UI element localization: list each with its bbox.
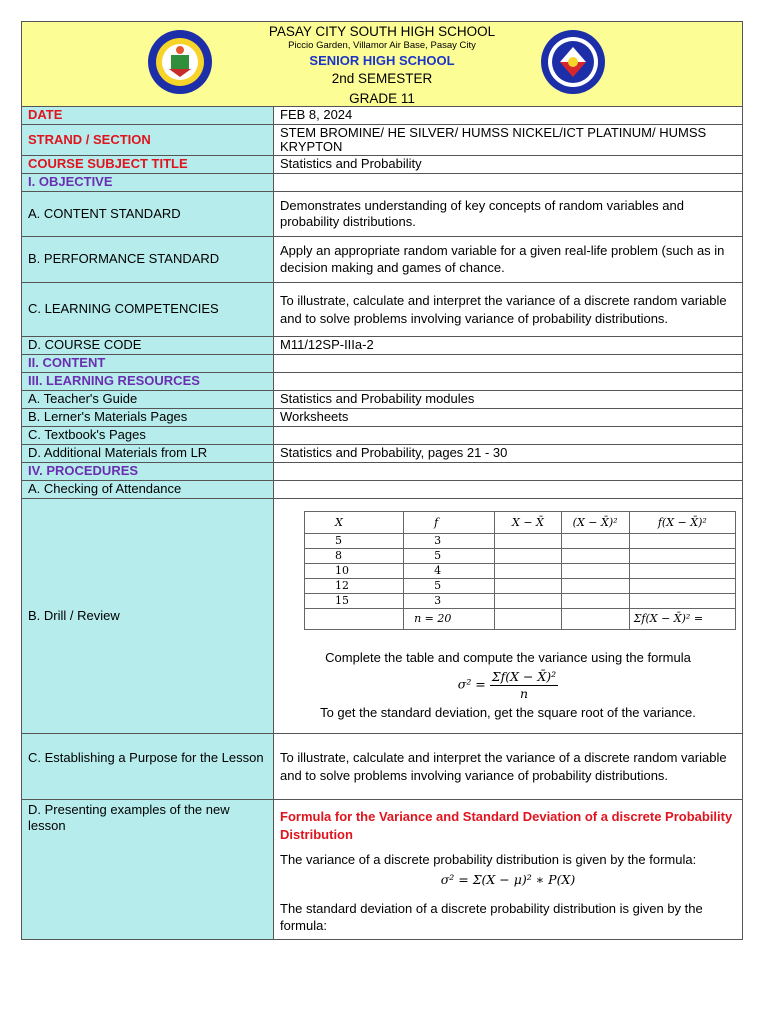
semester-label: 2nd SEMESTER xyxy=(331,71,433,86)
examples-heading: Formula for the Variance and Standard Deviation of a discrete Probability Distribution xyxy=(280,809,733,843)
row-objective xyxy=(22,174,743,192)
drill-cell-f: 4 xyxy=(404,563,495,578)
drill-row xyxy=(305,578,736,593)
procedures-label: IV. PROCEDURES xyxy=(22,463,274,481)
examples-label: D. Presenting examples of the new lesson xyxy=(22,800,274,940)
teachers-guide-value: Statistics and Probability modules xyxy=(274,391,743,409)
drill-header-weighted: f(X − X̄)² xyxy=(629,511,735,533)
lesson-plan-page xyxy=(21,21,743,940)
drill-cell-blank[interactable] xyxy=(561,563,629,578)
drill-cell-blank[interactable] xyxy=(495,533,561,548)
date-value: FEB 8, 2024 xyxy=(274,107,743,125)
drill-content xyxy=(274,499,743,734)
drill-sum-label: Σf(X − X̄)² = xyxy=(629,608,735,629)
competencies-label: C. LEARNING COMPETENCIES xyxy=(22,283,274,337)
drill-row xyxy=(305,533,736,548)
drill-cell-blank[interactable] xyxy=(495,548,561,563)
standard-deviation-note: To get the standard deviation, get the square root of the variance. xyxy=(320,705,696,721)
row-learners-materials xyxy=(22,409,743,427)
drill-instruction: Complete the table and compute the variance using the formula xyxy=(325,649,691,665)
performance-standard-value: Apply an appropriate random variable for a given real-life problem (such as in decision making and games of chance. xyxy=(274,237,743,283)
date-label: DATE xyxy=(22,107,274,125)
drill-cell-blank[interactable] xyxy=(629,533,735,548)
course-label: COURSE SUBJECT TITLE xyxy=(22,156,274,174)
drill-header-deviation: X − X̄ xyxy=(495,511,561,533)
drill-cell-x: 15 xyxy=(305,593,404,608)
row-examples xyxy=(22,800,743,940)
drill-header-squared: (X − X̄)² xyxy=(561,511,629,533)
row-attendance xyxy=(22,481,743,499)
purpose-value: To illustrate, calculate and interpret the variance of a discrete random variable and to solve problems involving variance of probability distributions. xyxy=(274,734,743,800)
content-value xyxy=(274,355,743,373)
drill-n-total: n = 20 xyxy=(404,608,495,629)
drill-row xyxy=(305,548,736,563)
variance-text: The variance of a discrete probability distribution is given by the formula: xyxy=(280,852,697,868)
drill-cell-blank xyxy=(561,608,629,629)
textbook-label: C. Textbook's Pages xyxy=(22,427,274,445)
examples-content xyxy=(274,800,743,940)
competencies-value: To illustrate, calculate and interpret the variance of a discrete random variable and to solve problems involving variance of probability distributions. xyxy=(274,283,743,337)
drill-cell-x: 5 xyxy=(305,533,404,548)
drill-row xyxy=(305,593,736,608)
drill-cell-blank[interactable] xyxy=(629,548,735,563)
drill-header-x: X xyxy=(305,511,404,533)
teachers-guide-label: A. Teacher's Guide xyxy=(22,391,274,409)
drill-cell-f: 3 xyxy=(404,593,495,608)
strand-label: STRAND / SECTION xyxy=(22,125,274,156)
learners-materials-label: B. Lerner's Materials Pages xyxy=(22,409,274,427)
drill-cell-blank[interactable] xyxy=(495,593,561,608)
additional-value: Statistics and Probability, pages 21 - 30 xyxy=(274,445,743,463)
drill-cell-blank[interactable] xyxy=(561,548,629,563)
drill-cell-blank[interactable] xyxy=(495,563,561,578)
standard-deviation-text: The standard deviation of a discrete probability distribution is given by the formula: xyxy=(280,901,703,934)
drill-cell-blank[interactable] xyxy=(561,533,629,548)
variance-formula-fraction xyxy=(490,669,558,701)
attendance-label: A. Checking of Attendance xyxy=(22,481,274,499)
performance-standard-label: B. PERFORMANCE STANDARD xyxy=(22,237,274,283)
drill-cell-blank xyxy=(305,608,404,629)
drill-cell-blank[interactable] xyxy=(495,578,561,593)
drill-cell-f: 5 xyxy=(404,548,495,563)
drill-cell-blank[interactable] xyxy=(629,593,735,608)
row-course-code xyxy=(22,337,743,355)
content-standard-label: A. CONTENT STANDARD xyxy=(22,192,274,237)
row-content-standard xyxy=(22,192,743,237)
row-strand xyxy=(22,125,743,156)
attendance-value xyxy=(274,481,743,499)
row-date xyxy=(22,107,743,125)
textbook-value xyxy=(274,427,743,445)
course-code-value: M11/12SP-IIIa-2 xyxy=(274,337,743,355)
drill-cell-blank xyxy=(495,608,561,629)
objective-value xyxy=(274,174,743,192)
drill-label: B. Drill / Review xyxy=(22,499,274,734)
drill-cell-blank[interactable] xyxy=(629,578,735,593)
drill-table xyxy=(304,511,736,630)
variance-formula xyxy=(280,669,736,701)
resources-value xyxy=(274,373,743,391)
procedures-value xyxy=(274,463,743,481)
resources-label: III. LEARNING RESOURCES xyxy=(22,373,274,391)
objective-label: I. OBJECTIVE xyxy=(22,174,274,192)
variance-formula-lhs: σ² = xyxy=(457,676,490,692)
purpose-label: C. Establishing a Purpose for the Lesson xyxy=(22,734,274,800)
row-additional xyxy=(22,445,743,463)
course-code-label: D. COURSE CODE xyxy=(22,337,274,355)
drill-cell-blank[interactable] xyxy=(629,563,735,578)
row-purpose xyxy=(22,734,743,800)
row-textbook xyxy=(22,427,743,445)
row-performance-standard xyxy=(22,237,743,283)
content-label: II. CONTENT xyxy=(22,355,274,373)
lesson-plan-table xyxy=(21,106,743,940)
drill-header-row xyxy=(305,511,736,533)
drill-cell-f: 3 xyxy=(404,533,495,548)
drill-cell-x: 8 xyxy=(305,548,404,563)
discrete-variance-formula: σ² = Σ(X − μ)² ∗ P(X) xyxy=(440,871,576,887)
content-standard-value: Demonstrates understanding of key concepts of random variables and probability distributions. xyxy=(274,192,743,237)
row-teachers-guide xyxy=(22,391,743,409)
course-value: Statistics and Probability xyxy=(274,156,743,174)
drill-cell-x: 10 xyxy=(305,563,404,578)
strand-value: STEM BROMINE/ HE SILVER/ HUMSS NICKEL/ICT PLATINUM/ HUMSS KRYPTON xyxy=(274,125,743,156)
drill-header-f: f xyxy=(404,511,495,533)
drill-cell-f: 5 xyxy=(404,578,495,593)
drill-cell-x: 12 xyxy=(305,578,404,593)
school-header xyxy=(21,21,743,106)
row-content xyxy=(22,355,743,373)
drill-total-row xyxy=(305,608,736,629)
drill-cell-blank[interactable] xyxy=(561,578,629,593)
variance-formula-denominator: n xyxy=(519,685,528,701)
row-drill xyxy=(22,499,743,734)
row-procedures xyxy=(22,463,743,481)
row-resources xyxy=(22,373,743,391)
additional-label: D. Additional Materials from LR xyxy=(22,445,274,463)
school-address: Piccio Garden, Villamor Air Base, Pasay City xyxy=(288,40,476,51)
learners-materials-value: Worksheets xyxy=(274,409,743,427)
division-title: SENIOR HIGH SCHOOL xyxy=(309,53,455,68)
row-course xyxy=(22,156,743,174)
drill-row xyxy=(305,563,736,578)
grade-label: GRADE 11 xyxy=(349,91,415,106)
school-name: PASAY CITY SOUTH HIGH SCHOOL xyxy=(268,24,496,39)
drill-cell-blank[interactable] xyxy=(561,593,629,608)
variance-formula-numerator: Σf(X − X̄)² xyxy=(491,668,557,684)
row-competencies xyxy=(22,283,743,337)
